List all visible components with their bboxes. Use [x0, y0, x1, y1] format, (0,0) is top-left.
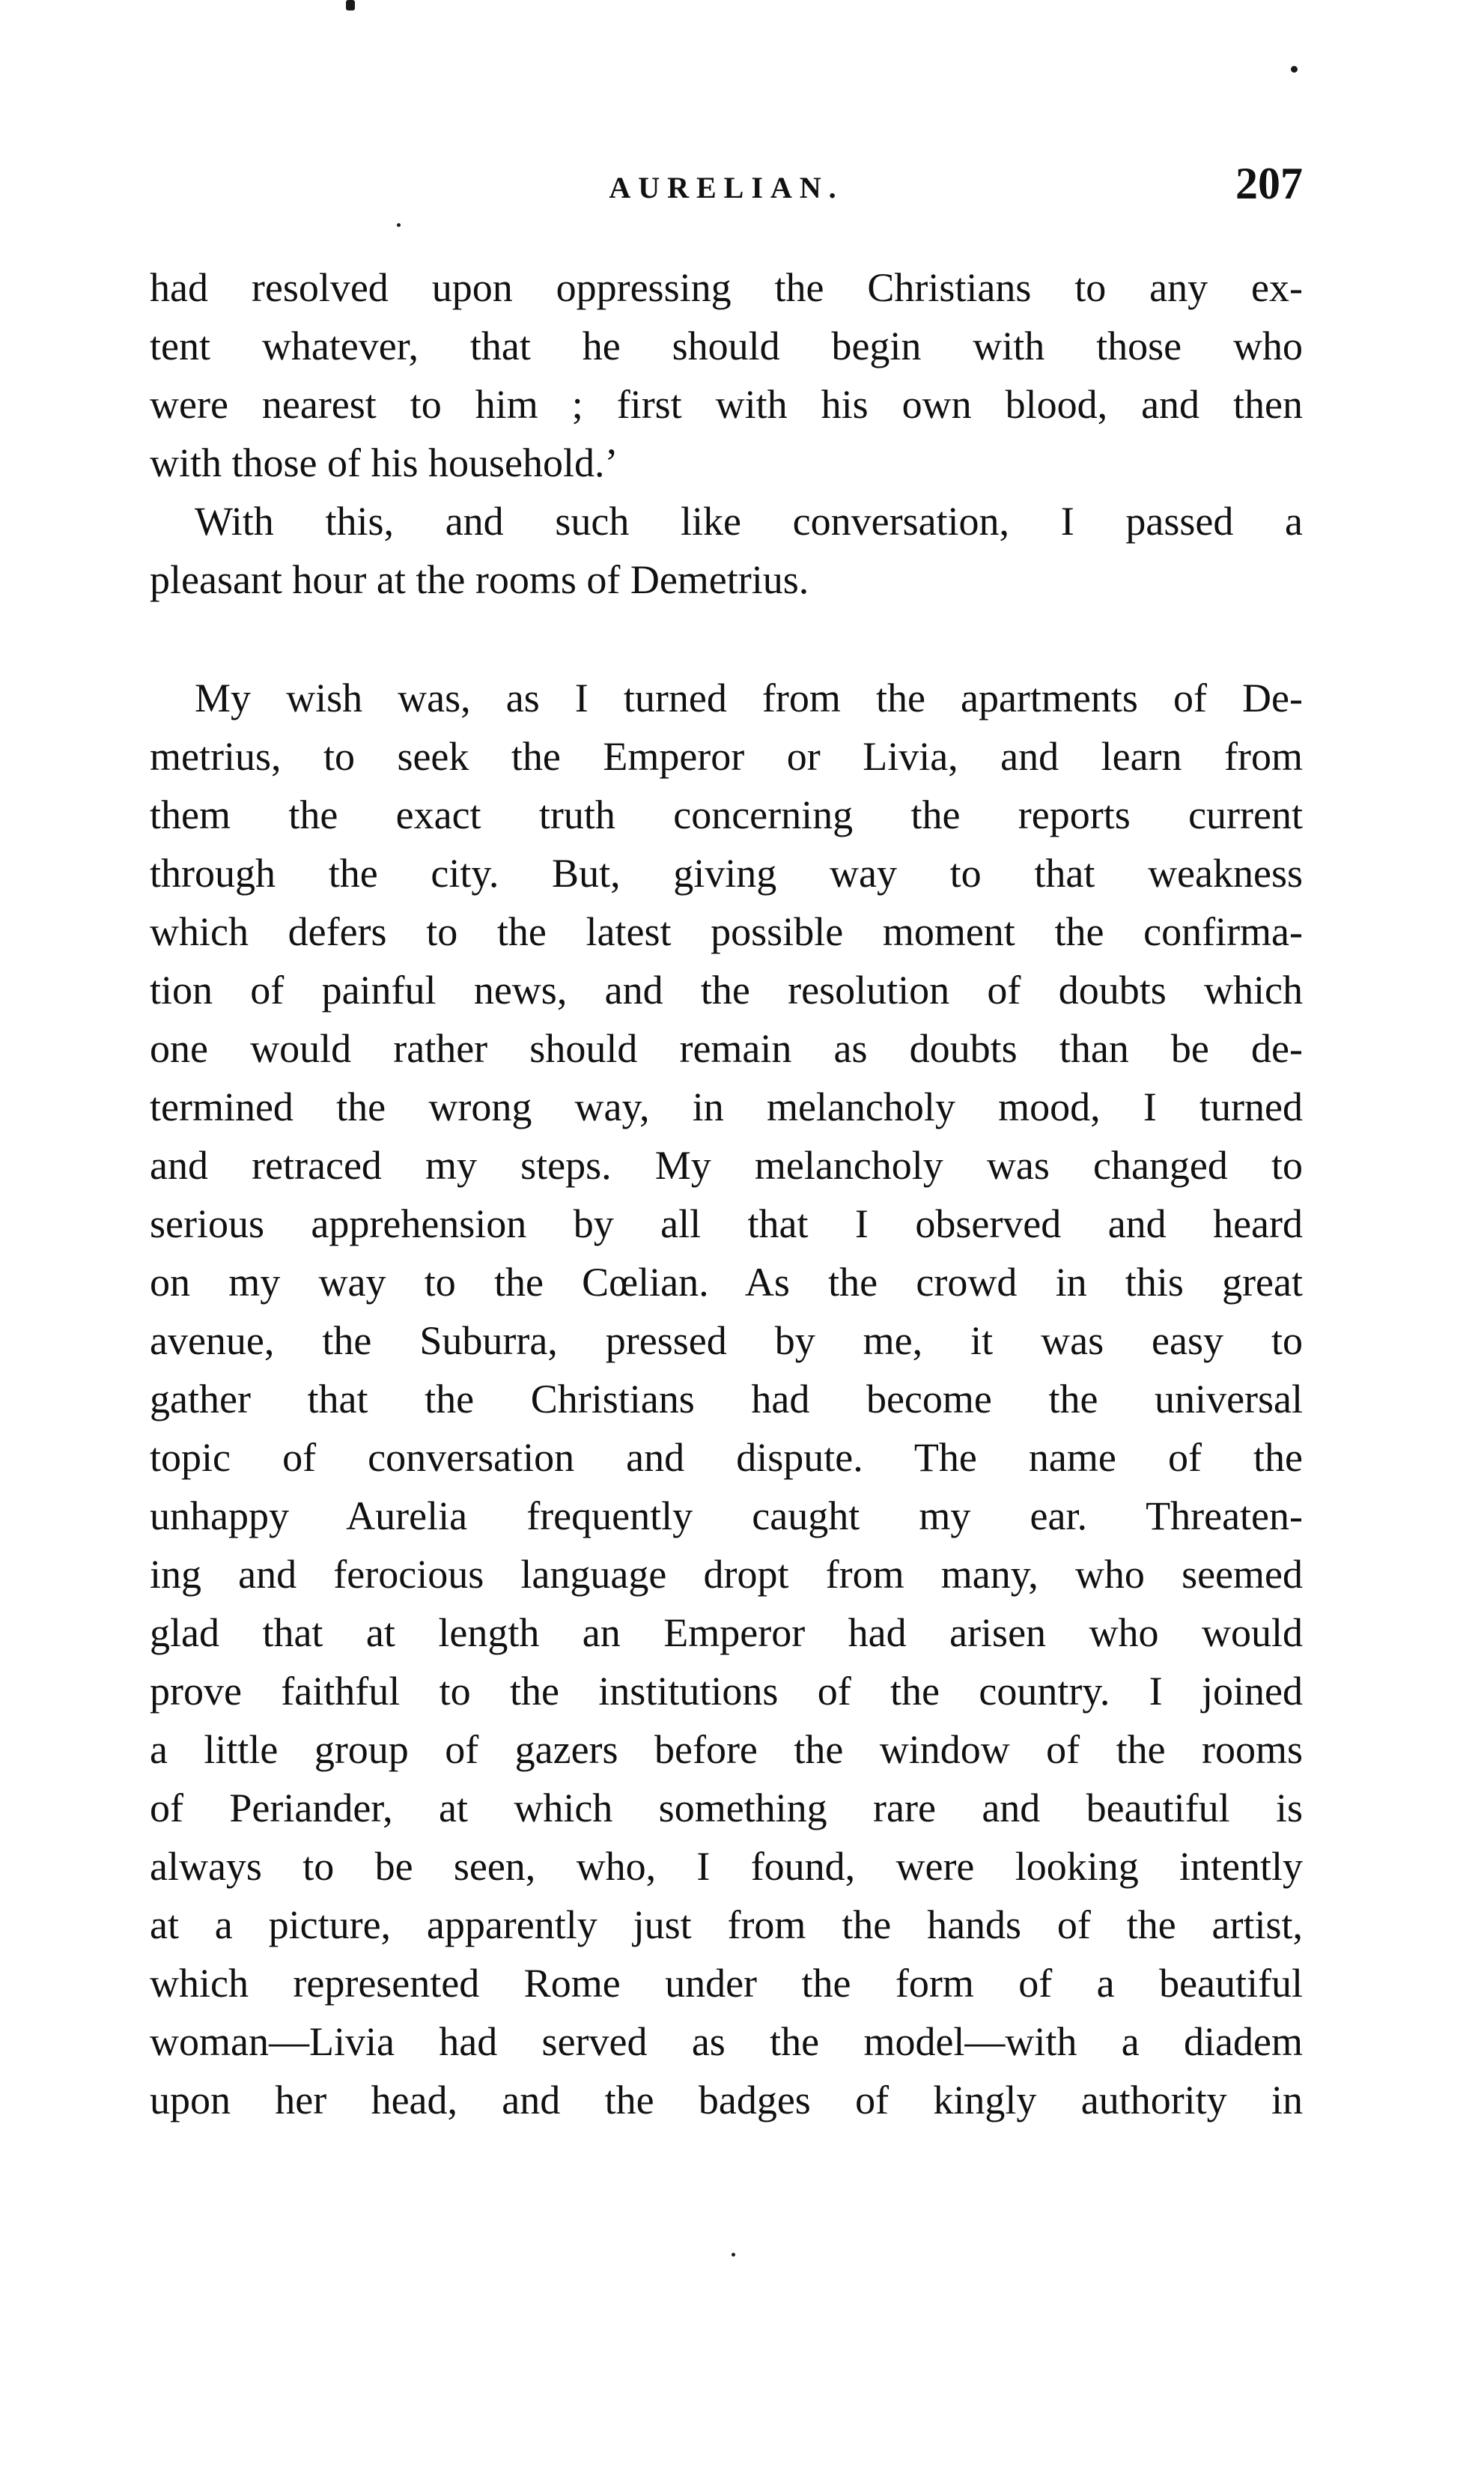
text-line: on my way to the Cœlian. As the crowd in this great — [150, 1260, 1303, 1305]
text-line: serious apprehension by all that I observed and heard — [150, 1201, 1303, 1246]
text-line: were nearest to him ; first with his own blood, and then — [150, 382, 1303, 427]
text-line: topic of conversation and dispute. The name of the — [150, 1435, 1303, 1480]
text-line: one would rather should remain as doubts than be de- — [150, 1026, 1303, 1071]
ink-speck-header — [397, 223, 401, 227]
text-line: pleasant hour at the rooms of Demetrius. — [150, 557, 809, 602]
paragraph — [150, 492, 1303, 609]
text-line: metrius, to seek the Emperor or Livia, and learn from — [150, 734, 1303, 779]
ink-speck-bottom — [732, 2253, 735, 2257]
running-title: AURELIAN. — [609, 171, 844, 204]
text-line: them the exact truth concerning the reports current — [150, 792, 1303, 837]
text-line: prove faithful to the institutions of the country. I joined — [150, 1669, 1303, 1714]
text-line: With this, and such like conversation, I passed a — [195, 499, 1303, 544]
text-line: termined the wrong way, in melancholy mood, I turned — [150, 1084, 1303, 1129]
text-line: ing and ferocious language dropt from many, who seemed — [150, 1552, 1303, 1597]
text-line: upon her head, and the badges of kingly authority in — [150, 2078, 1303, 2123]
text-line: woman—Livia had served as the model—with a diadem — [150, 2019, 1303, 2064]
text-line: always to be seen, who, I found, were looking intently — [150, 1844, 1303, 1889]
text-line: at a picture, apparently just from the hands of the artist, — [150, 1902, 1303, 1947]
text-line: tent whatever, that he should begin with those who — [150, 324, 1303, 368]
paragraph — [150, 669, 1303, 2129]
text-line: and retraced my steps. My melancholy was changed to — [150, 1143, 1303, 1188]
text-line: gather that the Christians had become the universal — [150, 1377, 1303, 1421]
text-line: glad that at length an Emperor had arisen who would — [150, 1610, 1303, 1655]
text-line: through the city. But, giving way to that weakness — [150, 851, 1303, 896]
text-line: My wish was, as I turned from the apartments of De- — [195, 676, 1303, 720]
text-line: which defers to the latest possible moment the confirma- — [150, 909, 1303, 954]
text-line: unhappy Aurelia frequently caught my ear. Threaten- — [150, 1493, 1303, 1538]
text-line: avenue, the Suburra, pressed by me, it was easy to — [150, 1318, 1303, 1363]
text-line: a little group of gazers before the window of the rooms — [150, 1727, 1303, 1772]
paragraph — [150, 258, 1303, 492]
page-header — [150, 154, 1303, 221]
text-line: of Periander, at which something rare and beautiful is — [150, 1785, 1303, 1830]
text-line: had resolved upon oppressing the Christians to any ex- — [150, 265, 1303, 310]
text-line: with those of his household.’ — [150, 440, 618, 485]
ink-speck-corner — [1291, 66, 1298, 73]
text-line: tion of painful news, and the resolution of doubts which — [150, 968, 1303, 1013]
body-text — [150, 258, 1303, 2129]
text-line: which represented Rome under the form of a beautiful — [150, 1961, 1303, 2006]
section-break — [150, 609, 1303, 669]
page-number: 207 — [1235, 159, 1303, 208]
ink-speck-top — [346, 0, 355, 10]
